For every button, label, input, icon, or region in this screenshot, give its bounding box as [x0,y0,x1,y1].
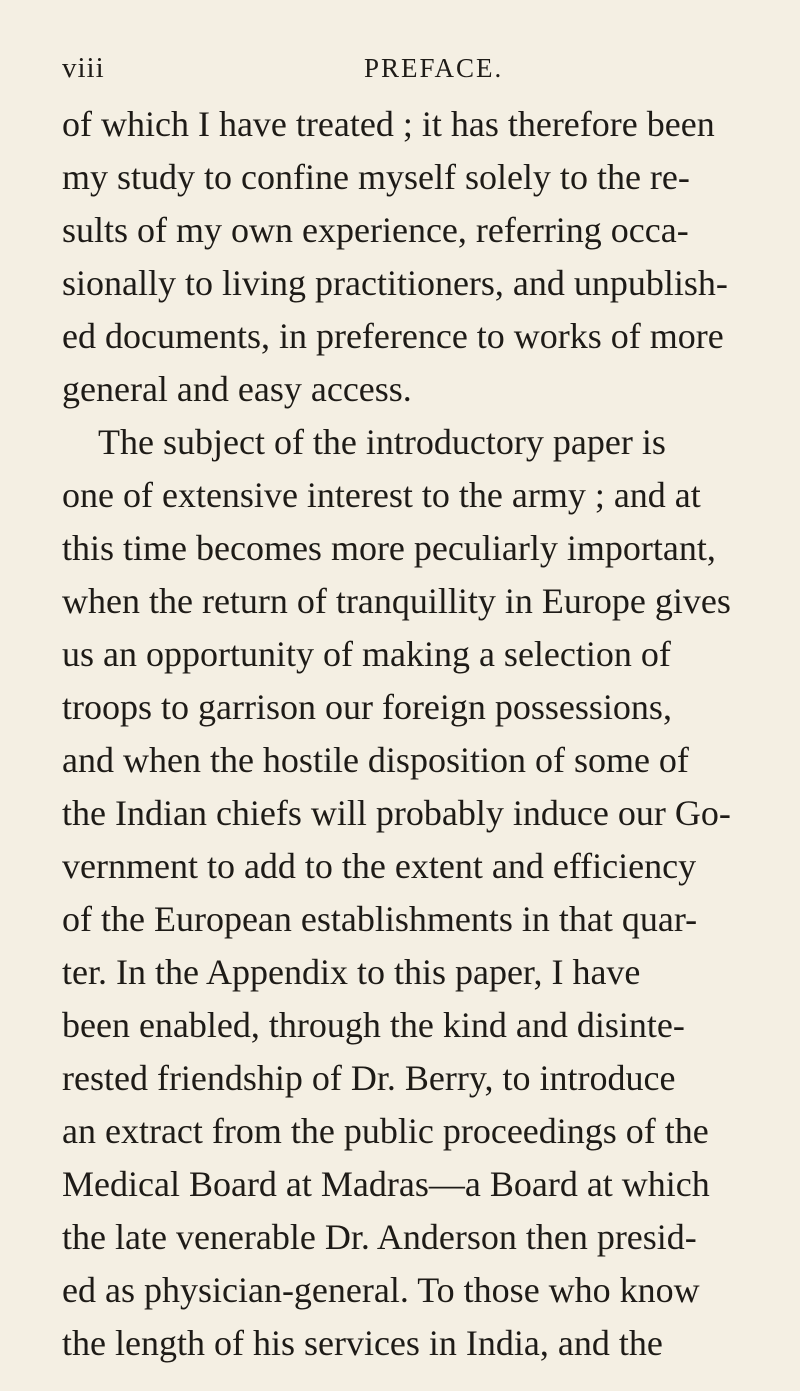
paragraph-start-line: The subject of the introductory paper is [98,422,666,462]
text-line: the length of his services in India, and the [62,1323,663,1363]
text-line: sionally to living practitioners, and unpublish- [62,263,728,303]
text-line: general and easy access. [62,369,412,409]
running-head: PREFACE. [364,53,504,83]
text-line: my study to confine myself solely to the re- [62,157,690,197]
text-line: ter. In the Appendix to this paper, I have [62,952,641,992]
text-line: been enabled, through the kind and disinte- [62,1005,685,1045]
page-number: viii [62,52,105,84]
text-line: when the return of tranquillity in Europe gives [62,581,731,621]
text-line: troops to garrison our foreign possessions, [62,687,672,727]
text-line: an extract from the public proceedings of the [62,1111,709,1151]
text-line: rested friendship of Dr. Berry, to introduce [62,1058,676,1098]
text-line: the Indian chiefs will probably induce our Go- [62,793,731,833]
page-header [62,52,762,92]
text-line: this time becomes more peculiarly important, [62,528,716,568]
text-line: and when the hostile disposition of some of [62,740,689,780]
text-line: vernment to add to the extent and efficiency [62,846,697,886]
text-line: of which I have treated ; it has therefore been [62,104,715,144]
text-line: Medical Board at Madras—a Board at which [62,1164,710,1204]
text-line: ed as physician-general. To those who know [62,1270,700,1310]
text-line: one of extensive interest to the army ; and at [62,475,701,515]
text-line: us an opportunity of making a selection of [62,634,671,674]
text-line: of the European establishments in that quar- [62,899,698,939]
text-line: the late venerable Dr. Anderson then presid- [62,1217,697,1257]
text-line: sults of my own experience, referring occa- [62,210,689,250]
text-line: ed documents, in preference to works of more [62,316,724,356]
